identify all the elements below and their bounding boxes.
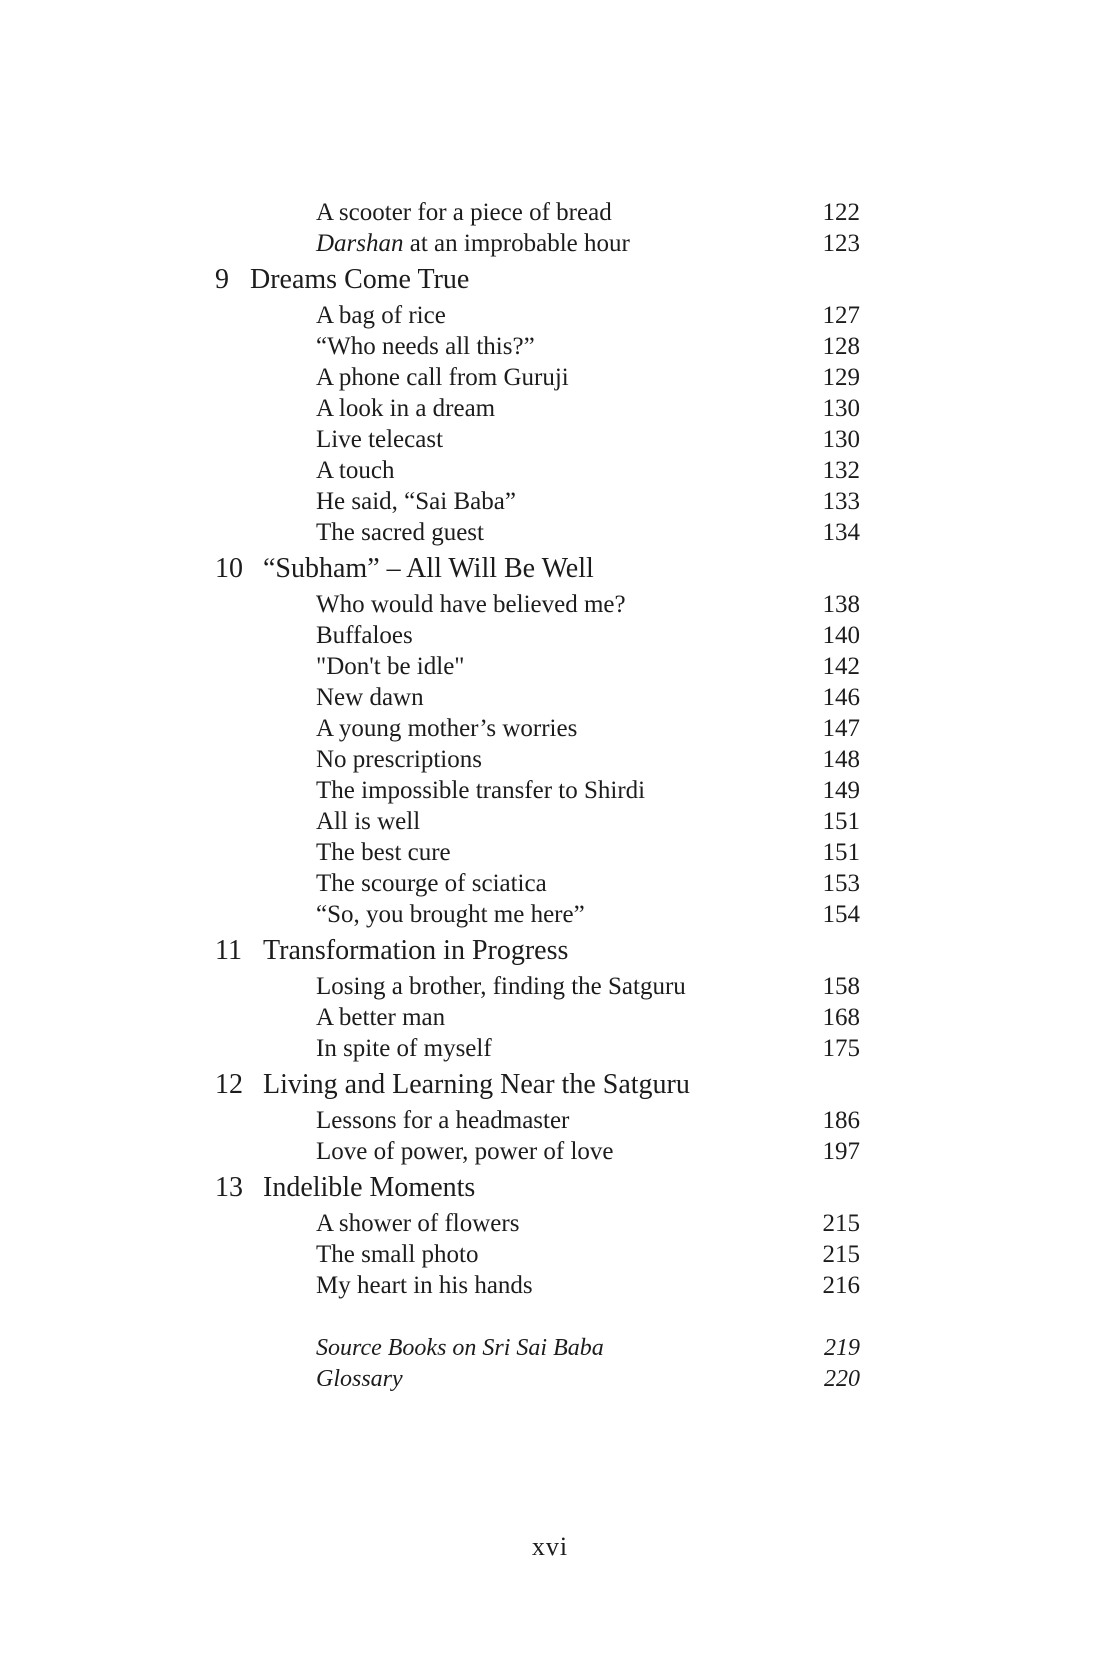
toc-entry-title-italic: Darshan bbox=[316, 230, 404, 257]
toc-entry bbox=[0, 713, 1100, 745]
toc-entry-page: 219 bbox=[824, 1335, 860, 1361]
toc-entry-page: 147 bbox=[822, 715, 860, 742]
toc-entry-title: “Who needs all this?” bbox=[316, 333, 535, 360]
toc-entry-title: A shower of flowers bbox=[316, 1210, 520, 1237]
toc-entry-page: 197 bbox=[822, 1138, 860, 1165]
toc-entry-title: The impossible transfer to Shirdi bbox=[316, 777, 646, 804]
toc-entry-title: The small photo bbox=[316, 1241, 479, 1268]
toc-entry bbox=[0, 424, 1100, 456]
toc-entry bbox=[0, 620, 1100, 652]
toc-entry bbox=[0, 589, 1100, 621]
toc-entry-title: A young mother’s worries bbox=[316, 715, 578, 742]
toc-entry-title: Buffaloes bbox=[316, 622, 413, 649]
toc-entry bbox=[0, 517, 1100, 549]
toc-entry-page: 220 bbox=[824, 1366, 860, 1392]
toc-entry bbox=[0, 300, 1100, 332]
toc-entry bbox=[0, 775, 1100, 807]
toc-chapter-heading bbox=[0, 551, 1100, 587]
toc-entry-title: Lessons for a headmaster bbox=[316, 1107, 570, 1134]
chapter-number: 12 bbox=[215, 1069, 243, 1100]
toc-entry bbox=[0, 393, 1100, 425]
toc-entry bbox=[0, 362, 1100, 394]
toc-entry-title: A scooter for a piece of bread bbox=[316, 199, 612, 226]
chapter-number: 11 bbox=[215, 935, 242, 966]
toc-entry bbox=[0, 899, 1100, 931]
toc-entry-page: 142 bbox=[822, 653, 860, 680]
chapter-title: Indelible Moments bbox=[263, 1172, 476, 1203]
toc-entry-page: 149 bbox=[822, 777, 860, 804]
toc-entry bbox=[0, 1270, 1100, 1302]
chapter-title: Living and Learning Near the Satguru bbox=[263, 1069, 690, 1100]
toc-entry-title: Losing a brother, finding the Satguru bbox=[316, 973, 686, 1000]
toc-entry-page: 123 bbox=[822, 230, 860, 257]
toc-entry bbox=[0, 806, 1100, 838]
toc-entry-page: 215 bbox=[822, 1241, 860, 1268]
toc-entry-title: The best cure bbox=[316, 839, 451, 866]
toc-entry-title: "Don't be idle" bbox=[316, 653, 465, 680]
toc-chapter-heading bbox=[0, 1067, 1100, 1103]
toc-entry-title: Source Books on Sri Sai Baba bbox=[316, 1335, 604, 1361]
toc-backmatter-entry bbox=[0, 1363, 1100, 1395]
toc-entry-page: 140 bbox=[822, 622, 860, 649]
toc-entry-title: Live telecast bbox=[316, 426, 444, 453]
toc-entry-title: A better man bbox=[316, 1004, 446, 1031]
toc-entry-title: Love of power, power of love bbox=[316, 1138, 614, 1165]
toc-entry-page: 122 bbox=[822, 199, 860, 226]
toc-entry-title: Who would have believed me? bbox=[316, 591, 626, 618]
toc-entry-title: A touch bbox=[316, 457, 395, 484]
toc-entry bbox=[0, 197, 1100, 229]
toc-entry-page: 128 bbox=[822, 333, 860, 360]
toc-entry bbox=[0, 331, 1100, 363]
toc-entry bbox=[0, 744, 1100, 776]
toc-entry bbox=[0, 455, 1100, 487]
toc-entry-title: In spite of myself bbox=[316, 1035, 492, 1062]
toc-entry-page: 158 bbox=[822, 973, 860, 1000]
toc-entry-page: 216 bbox=[822, 1272, 860, 1299]
chapter-number: 9 bbox=[215, 264, 229, 295]
toc-chapter-heading bbox=[0, 1170, 1100, 1206]
toc-entry-title: New dawn bbox=[316, 684, 424, 711]
toc-chapter-heading bbox=[0, 262, 1100, 298]
chapter-title: Dreams Come True bbox=[250, 264, 470, 295]
toc-entry-title: A phone call from Guruji bbox=[316, 364, 569, 391]
toc-entry-page: 186 bbox=[822, 1107, 860, 1134]
toc-entry-page: 154 bbox=[822, 901, 860, 928]
toc-entry-title: The sacred guest bbox=[316, 519, 484, 546]
toc-entry bbox=[0, 1105, 1100, 1137]
chapter-title: Transformation in Progress bbox=[263, 935, 569, 966]
toc-entry-page: 132 bbox=[822, 457, 860, 484]
toc-entry-page: 215 bbox=[822, 1210, 860, 1237]
toc-entry-page: 153 bbox=[822, 870, 860, 897]
toc-entry-title: “So, you brought me here” bbox=[316, 901, 585, 928]
toc-entry-title: The scourge of sciatica bbox=[316, 870, 547, 897]
toc-entry-page: 168 bbox=[822, 1004, 860, 1031]
toc-entry-title bbox=[316, 228, 630, 260]
toc-entry-title: He said, “Sai Baba” bbox=[316, 488, 516, 515]
toc-entry bbox=[0, 1136, 1100, 1168]
toc-entry-title-rest: at an improbable hour bbox=[403, 230, 630, 257]
toc-entry-page: 133 bbox=[822, 488, 860, 515]
toc-entry-title: Glossary bbox=[316, 1366, 403, 1392]
toc-entry-page: 175 bbox=[822, 1035, 860, 1062]
toc-entry bbox=[0, 682, 1100, 714]
chapter-number: 10 bbox=[215, 553, 243, 584]
toc-entry bbox=[0, 1239, 1100, 1271]
toc-entry-title: A look in a dream bbox=[316, 395, 496, 422]
toc-entry-page: 151 bbox=[822, 839, 860, 866]
toc-entry bbox=[0, 868, 1100, 900]
chapter-number: 13 bbox=[215, 1172, 243, 1203]
toc-entry-page: 134 bbox=[822, 519, 860, 546]
page-number: xvi bbox=[531, 1532, 569, 1561]
toc-entry-page: 146 bbox=[822, 684, 860, 711]
toc-entry bbox=[0, 1002, 1100, 1034]
toc-entry bbox=[0, 651, 1100, 683]
toc-entry-page: 138 bbox=[822, 591, 860, 618]
toc-backmatter-entry bbox=[0, 1332, 1100, 1364]
toc-entry-page: 127 bbox=[822, 302, 860, 329]
toc-entry bbox=[0, 1033, 1100, 1065]
toc-entry-page: 130 bbox=[822, 395, 860, 422]
toc-entry bbox=[0, 486, 1100, 518]
toc-entry bbox=[0, 971, 1100, 1003]
toc-entry bbox=[0, 837, 1100, 869]
toc-chapter-heading bbox=[0, 933, 1100, 969]
toc-entry-page: 148 bbox=[822, 746, 860, 773]
toc-entry bbox=[0, 1208, 1100, 1240]
toc-entry-page: 130 bbox=[822, 426, 860, 453]
toc-entry-title: All is well bbox=[316, 808, 421, 835]
toc-entry-page: 129 bbox=[822, 364, 860, 391]
chapter-title: “Subham” – All Will Be Well bbox=[263, 553, 594, 584]
toc-entry-title: No prescriptions bbox=[316, 746, 482, 773]
toc-entry-title: A bag of rice bbox=[316, 302, 446, 329]
toc-entry-title: My heart in his hands bbox=[316, 1272, 533, 1299]
toc-entry bbox=[0, 228, 1100, 260]
toc-entry-page: 151 bbox=[822, 808, 860, 835]
